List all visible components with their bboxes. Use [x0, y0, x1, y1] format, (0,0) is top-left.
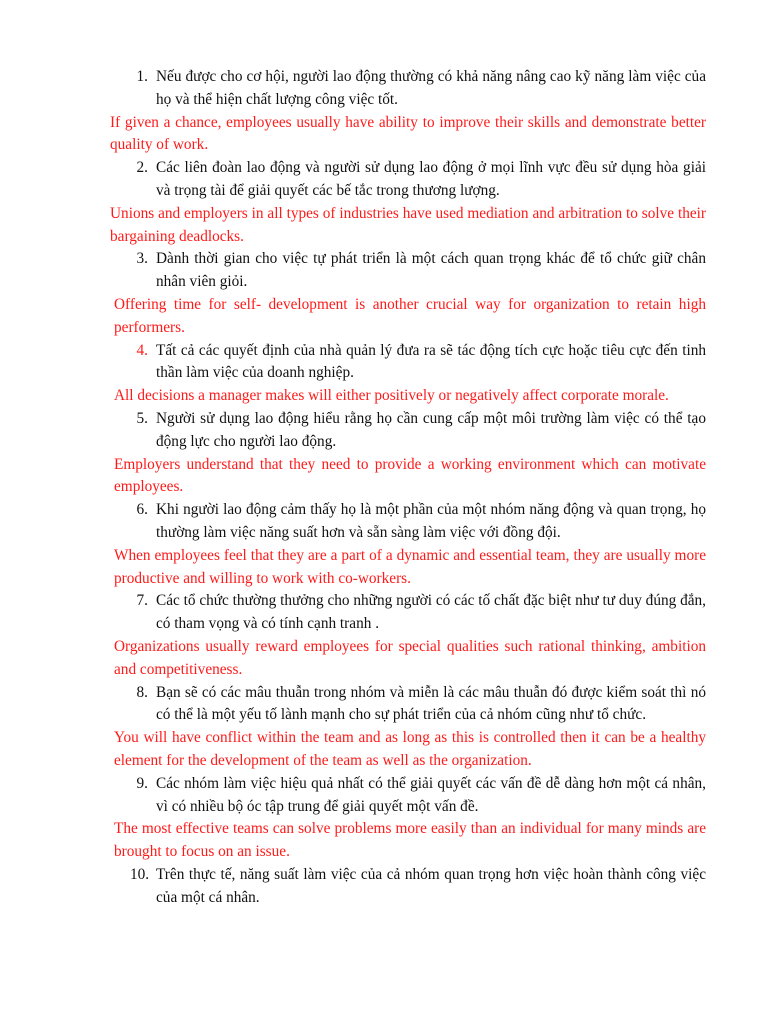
vietnamese-sentence: Tất cả các quyết định của nhà quản lý đưa ra sẽ tác động tích cực hoặc tiêu cực đến tinh thần làm việc của doanh nghiệp.: [156, 341, 706, 382]
item-number: 3.: [136, 250, 148, 268]
english-translation: Employers understand that they need to provide a working environment which can motivate employees.: [114, 455, 706, 496]
vietnamese-sentence: Các liên đoàn lao động và người sử dụng lao động ở mọi lĩnh vực đều sử dụng hòa giải và trọng tài để giải quyết các bế tắc trong thương lượng.: [156, 159, 706, 199]
item-number: 4.: [136, 341, 148, 359]
vietnamese-sentence: Bạn sẽ có các mâu thuẫn trong nhóm và miễn là các mâu thuẫn đó được kiểm soát thì nó có thể là một yếu tố lành mạnh cho sự phát triển của cả nhóm cũng như tổ chức.: [156, 683, 706, 724]
english-translation: All decisions a manager makes will either positively or negatively affect corporate morale.: [114, 387, 669, 405]
english-translation: When employees feel that they are a part of a dynamic and essential team, they are usually more productive and willing to work with co-workers.: [114, 546, 706, 587]
english-translation: The most effective teams can solve problems more easily than an individual for many minds are brought to focus on an issue.: [114, 820, 706, 861]
list-item: [0, 773, 768, 819]
vietnamese-sentence: Nếu được cho cơ hội, người lao động thường có khả năng nâng cao kỹ năng làm việc của họ và thể hiện chất lượng công việc tốt.: [156, 68, 706, 108]
list-item: [0, 682, 768, 728]
vietnamese-sentence: Người sử dụng lao động hiểu rằng họ cần cung cấp một môi trường làm việc có thể tạo động lực cho người lao động.: [156, 409, 706, 450]
list-item: [0, 499, 768, 545]
item-number: 8.: [136, 683, 148, 701]
list-item: [0, 157, 768, 203]
vietnamese-sentence: Các nhóm làm việc hiệu quả nhất có thể giải quyết các vấn đề dễ dàng hơn một cá nhân, vì có nhiều bộ óc tập trung để giải quyết một vấn đề.: [156, 774, 706, 815]
english-translation: Offering time for self- development is another crucial way for organization to retain high performers.: [114, 295, 706, 336]
english-translation: Unions and employers in all types of industries have used mediation and arbitration to solve their bargaining deadlocks.: [110, 204, 706, 245]
english-translation: Organizations usually reward employees for special qualities such rational thinking, ambition and competitiveness.: [114, 637, 706, 678]
list-item: [0, 408, 768, 454]
item-number: 5.: [136, 409, 148, 427]
list-item: [0, 864, 768, 910]
vietnamese-sentence: Dành thời gian cho việc tự phát triển là một cách quan trọng khác để tổ chức giữ chân nhân viên giỏi.: [156, 250, 706, 291]
list-item: [0, 248, 768, 294]
english-translation: If given a chance, employees usually have ability to improve their skills and demonstrate better quality of work.: [110, 113, 706, 154]
vietnamese-sentence: Các tổ chức thường thưởng cho những người có các tố chất đặc biệt như tư duy đúng đắn, có tham vọng và có tính cạnh tranh .: [156, 592, 707, 633]
vietnamese-sentence: Khi người lao động cảm thấy họ là một phần của một nhóm năng động và quan trọng, họ thường làm việc năng suất hơn và sẵn sàng làm việc với đồng đội.: [156, 501, 706, 541]
item-number: 9.: [136, 774, 148, 792]
list-item: [0, 340, 768, 386]
document-page: [0, 66, 768, 909]
item-number: 10.: [130, 865, 150, 883]
item-number: 6.: [136, 501, 148, 519]
item-number: 7.: [136, 592, 148, 610]
list-item: [0, 66, 768, 112]
item-number: 1.: [136, 68, 148, 85]
item-number: 2.: [136, 159, 148, 177]
list-item: [0, 590, 768, 636]
english-translation: You will have conflict within the team and as long as this is controlled then it can be a healthy element for the development of the team as well as the organization.: [114, 729, 706, 769]
vietnamese-sentence: Trên thực tế, năng suất làm việc của cả nhóm quan trọng hơn việc hoàn thành công việc của một cá nhân.: [156, 865, 706, 906]
